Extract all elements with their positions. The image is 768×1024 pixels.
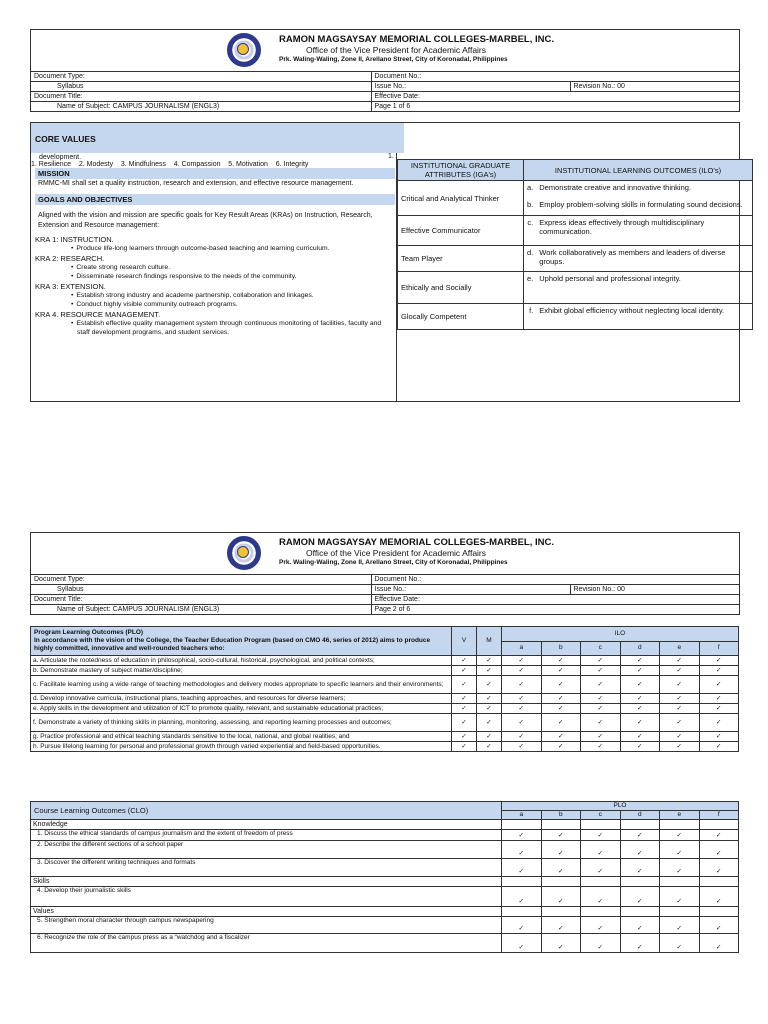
check-icon bbox=[502, 666, 542, 676]
plo-col-d: d bbox=[620, 811, 660, 820]
check-icon bbox=[699, 917, 739, 934]
kra-item bbox=[35, 272, 395, 281]
bullet-icon: • bbox=[71, 292, 74, 299]
institution-name: RAMON MAGSAYSAY MEMORIAL COLLEGES-MARBEL, INC. bbox=[279, 34, 554, 45]
ilo-col-c: c bbox=[581, 641, 621, 656]
check-icon bbox=[541, 704, 581, 714]
kra-title: KRA 2: RESEARCH. bbox=[35, 254, 105, 263]
empty-cell bbox=[541, 820, 581, 830]
doc-info-table bbox=[31, 72, 739, 111]
check-icon bbox=[541, 859, 581, 877]
core-values-bar bbox=[31, 123, 404, 153]
doc-info-table bbox=[31, 575, 739, 614]
ilo-col-d: d bbox=[620, 641, 660, 656]
check-icon bbox=[502, 676, 542, 694]
clo-text: 6. Recognize the role of the campus press as a “watchdog and a fiscalizer bbox=[31, 934, 502, 953]
check-icon bbox=[541, 830, 581, 841]
plo-group-header: PLO bbox=[502, 802, 739, 811]
ilo-text: Exhibit global efficiency without neglecting local identity. bbox=[536, 304, 752, 330]
check-icon bbox=[541, 887, 581, 907]
check-icon bbox=[660, 732, 700, 742]
check-icon bbox=[699, 666, 739, 676]
development-line: development. bbox=[39, 154, 82, 161]
page-1-body bbox=[30, 122, 743, 402]
plo-text: e. Apply skills in the development and utilization of ICT to promote quality, relevant, and sustainable educational practices; bbox=[31, 704, 452, 714]
plo-header: Program Learning Outcomes (PLO) bbox=[34, 629, 144, 636]
check-icon bbox=[620, 887, 660, 907]
check-icon bbox=[581, 887, 621, 907]
check-icon bbox=[581, 742, 621, 752]
page-number: Page 2 of 6 bbox=[371, 605, 739, 615]
clo-section-row bbox=[31, 907, 739, 917]
doc-title-label: Document Title: bbox=[31, 92, 371, 102]
doc-title-label: Document Title: bbox=[31, 595, 371, 605]
header-banner bbox=[31, 533, 739, 575]
check-icon bbox=[502, 841, 542, 859]
empty-cell bbox=[620, 820, 660, 830]
ilo-letter: e. bbox=[524, 272, 537, 304]
empty-cell bbox=[541, 907, 581, 917]
check-icon bbox=[581, 830, 621, 841]
check-icon bbox=[502, 714, 542, 732]
header-page-2 bbox=[30, 532, 740, 615]
doc-type-value: Syllabus bbox=[31, 82, 371, 92]
plo-row bbox=[31, 704, 739, 714]
empty-cell bbox=[620, 877, 660, 887]
plo-row bbox=[31, 676, 739, 694]
plo-text: g. Practice professional and ethical teaching standards sensitive to the local, national, and global realities; and bbox=[31, 732, 452, 742]
kra-item bbox=[35, 319, 395, 337]
address: Prk. Waling-Waling, Zone II, Arellano Street, City of Koronadal, Philippines bbox=[279, 559, 508, 566]
check-icon bbox=[477, 676, 502, 694]
check-icon bbox=[452, 676, 477, 694]
plo-text: b. Demonstrate mastery of subject matter/discipline; bbox=[31, 666, 452, 676]
core-values-title: CORE VALUES bbox=[35, 134, 96, 144]
clo-section-label: Skills bbox=[31, 877, 502, 887]
clo-text: 5. Strengthen moral character through campus newspapering bbox=[31, 917, 502, 934]
doc-no-label: Document No.: bbox=[371, 575, 739, 585]
check-icon bbox=[541, 841, 581, 859]
address: Prk. Waling-Waling, Zone II, Arellano Street, City of Koronadal, Philippines bbox=[279, 56, 508, 63]
check-icon bbox=[699, 887, 739, 907]
ilo-col-b: b bbox=[541, 641, 581, 656]
plo-row bbox=[31, 714, 739, 732]
college-seal-icon bbox=[227, 536, 261, 570]
effective-label: Effective Date: bbox=[371, 92, 739, 102]
check-icon bbox=[477, 714, 502, 732]
kra-item bbox=[35, 244, 395, 253]
check-icon bbox=[541, 917, 581, 934]
kra-item bbox=[35, 300, 395, 309]
iga-header: INSTITUTIONAL GRADUATE ATTRIBUTES (IGA's) bbox=[398, 160, 524, 181]
clo-row bbox=[31, 830, 739, 841]
empty-cell bbox=[660, 907, 700, 917]
check-icon bbox=[620, 714, 660, 732]
ilo-letter: b. bbox=[524, 198, 537, 216]
ilo-letter: d. bbox=[524, 246, 537, 272]
plo-intro: In accordance with the vision of the College, the Teacher Education Program (based on CMO 46, series of 2012) aims to produce highly committed, innovative and well-rounded teachers who: bbox=[34, 637, 431, 652]
mission-title: MISSION bbox=[35, 168, 395, 179]
check-icon bbox=[620, 694, 660, 704]
check-icon bbox=[699, 694, 739, 704]
plo-text: d. Develop innovative curricula, instructional plans, teaching approaches, and resources for diverse learners; bbox=[31, 694, 452, 704]
ilo-letter: f. bbox=[524, 304, 537, 330]
check-icon bbox=[620, 704, 660, 714]
check-icon bbox=[699, 704, 739, 714]
check-icon bbox=[502, 830, 542, 841]
office-name: Office of the Vice President for Academic Affairs bbox=[306, 45, 487, 55]
kra-title: KRA 4. RESOURCE MANAGEMENT. bbox=[35, 310, 161, 319]
bullet-icon: • bbox=[71, 245, 74, 252]
check-icon bbox=[452, 714, 477, 732]
check-icon bbox=[660, 676, 700, 694]
ilo-col-f: f bbox=[699, 641, 739, 656]
check-icon bbox=[620, 841, 660, 859]
check-icon bbox=[452, 666, 477, 676]
check-icon bbox=[541, 694, 581, 704]
kra-list bbox=[35, 235, 395, 337]
clo-text: 2. Describe the different sections of a school paper bbox=[31, 841, 502, 859]
check-icon bbox=[581, 676, 621, 694]
goals-title: GOALS AND OBJECTIVES bbox=[35, 194, 395, 205]
iga-attribute: Effective Communicator bbox=[398, 216, 524, 246]
check-icon bbox=[502, 887, 542, 907]
empty-cell bbox=[699, 907, 739, 917]
check-icon bbox=[620, 666, 660, 676]
v-header: V bbox=[452, 627, 477, 656]
check-icon bbox=[660, 656, 700, 666]
check-icon bbox=[452, 742, 477, 752]
plo-row bbox=[31, 694, 739, 704]
check-icon bbox=[699, 830, 739, 841]
check-icon bbox=[541, 714, 581, 732]
check-icon bbox=[477, 694, 502, 704]
doc-type-label: Document Type: bbox=[31, 72, 371, 82]
plo-row bbox=[31, 732, 739, 742]
check-icon bbox=[699, 934, 739, 953]
check-icon bbox=[699, 742, 739, 752]
iga-ilo-table bbox=[397, 159, 753, 330]
plo-row bbox=[31, 742, 739, 752]
check-icon bbox=[699, 841, 739, 859]
iga-row bbox=[398, 216, 753, 246]
check-icon bbox=[581, 732, 621, 742]
check-icon bbox=[699, 859, 739, 877]
check-icon bbox=[660, 841, 700, 859]
empty-cell bbox=[699, 877, 739, 887]
check-icon bbox=[581, 704, 621, 714]
header-banner bbox=[31, 30, 739, 72]
check-icon bbox=[541, 656, 581, 666]
empty-cell bbox=[660, 820, 700, 830]
ilo-text: Demonstrate creative and innovative thinking. bbox=[536, 181, 752, 199]
check-icon bbox=[541, 676, 581, 694]
ilo-col-a: a bbox=[502, 641, 542, 656]
check-icon bbox=[502, 732, 542, 742]
revision-label: Revision No.: 00 bbox=[570, 585, 739, 595]
plo-header-cell bbox=[31, 627, 452, 656]
check-icon bbox=[660, 859, 700, 877]
iga-row bbox=[398, 304, 753, 330]
plo-col-f: f bbox=[699, 811, 739, 820]
header-page-1 bbox=[30, 29, 740, 112]
iga-attribute: Glocally Competent bbox=[398, 304, 524, 330]
check-icon bbox=[541, 742, 581, 752]
ilo-letter: a. bbox=[524, 181, 537, 199]
issue-no-label: Issue No.: bbox=[371, 585, 570, 595]
check-icon bbox=[620, 934, 660, 953]
check-icon bbox=[620, 656, 660, 666]
plo-text: h. Pursue lifelong learning for personal and professional growth through varied experiential and field-based opportunities. bbox=[31, 742, 452, 752]
plo-row bbox=[31, 666, 739, 676]
clo-row bbox=[31, 887, 739, 907]
empty-cell bbox=[502, 877, 542, 887]
clo-row bbox=[31, 859, 739, 877]
bullet-icon: • bbox=[71, 301, 74, 308]
plo-col-c: c bbox=[581, 811, 621, 820]
clo-header: Course Learning Outcomes (CLO) bbox=[31, 802, 502, 820]
plo-row bbox=[31, 656, 739, 666]
empty-cell bbox=[502, 907, 542, 917]
kra-item bbox=[35, 291, 395, 300]
plo-text: a. Articulate the rootedness of education in philosophical, socio-cultural, historical, psychological, and political contexts; bbox=[31, 656, 452, 666]
bullet-icon: • bbox=[71, 320, 74, 327]
check-icon bbox=[477, 732, 502, 742]
ilo-letter: c. bbox=[524, 216, 537, 246]
clo-section-row bbox=[31, 877, 739, 887]
ilo-group-header: ILO bbox=[502, 627, 739, 642]
check-icon bbox=[502, 742, 542, 752]
check-icon bbox=[660, 830, 700, 841]
iga-attribute: Team Player bbox=[398, 246, 524, 272]
kra-block bbox=[35, 235, 395, 253]
issue-no-label: Issue No.: bbox=[371, 82, 570, 92]
check-icon bbox=[452, 694, 477, 704]
mission-text: RMMC-MI shall set a quality instruction, research and extension, and effective resource management. bbox=[38, 180, 354, 187]
check-icon bbox=[452, 732, 477, 742]
clo-section-row bbox=[31, 820, 739, 830]
kra-item-text: Disseminate research findings responsive to the needs of the community. bbox=[76, 273, 297, 280]
kra-block bbox=[35, 282, 395, 309]
college-seal-icon bbox=[227, 33, 261, 67]
clo-row bbox=[31, 934, 739, 953]
subject-name: Name of Subject: CAMPUS JOURNALISM (ENGL3) bbox=[31, 102, 371, 112]
check-icon bbox=[620, 917, 660, 934]
plo-table bbox=[30, 626, 739, 752]
doc-type-value: Syllabus bbox=[31, 585, 371, 595]
ilo-text: Express ideas effectively through multidisciplinary communication. bbox=[536, 216, 752, 246]
kra-block bbox=[35, 310, 395, 337]
check-icon bbox=[502, 694, 542, 704]
check-icon bbox=[477, 656, 502, 666]
iga-attribute: Critical and Analytical Thinker bbox=[398, 181, 524, 216]
iga-row bbox=[398, 246, 753, 272]
kra-item-text: Establish strong industry and academe partnership, collaboration and linkages. bbox=[76, 292, 314, 299]
empty-cell bbox=[620, 907, 660, 917]
check-icon bbox=[581, 714, 621, 732]
check-icon bbox=[452, 704, 477, 714]
ilo-text: Uphold personal and professional integrity. bbox=[536, 272, 752, 304]
doc-no-label: Document No.: bbox=[371, 72, 739, 82]
subject-name: Name of Subject: CAMPUS JOURNALISM (ENGL3) bbox=[31, 605, 371, 615]
kra-item-text: Produce life-long learners through outcome-based teaching and learning curriculum. bbox=[76, 245, 330, 252]
check-icon bbox=[620, 859, 660, 877]
check-icon bbox=[502, 656, 542, 666]
check-icon bbox=[699, 656, 739, 666]
check-icon bbox=[620, 830, 660, 841]
empty-cell bbox=[581, 907, 621, 917]
ilo-header: INSTITUTIONAL LEARNING OUTCOMES (ILO's) bbox=[524, 160, 753, 181]
ilo-text: Employ problem-solving skills in formulating sound decisions. bbox=[536, 198, 752, 216]
kra-item-text: Conduct highly visible community outreach programs. bbox=[76, 301, 238, 308]
check-icon bbox=[502, 934, 542, 953]
empty-cell bbox=[581, 820, 621, 830]
goals-intro: Aligned with the vision and mission are specific goals for Key Result Areas (KRAs) on Instruction, Research, Extension and Resource management: bbox=[38, 212, 373, 229]
check-icon bbox=[660, 742, 700, 752]
check-icon bbox=[660, 887, 700, 907]
clo-section-label: Values bbox=[31, 907, 502, 917]
check-icon bbox=[660, 934, 700, 953]
plo-col-a: a bbox=[502, 811, 542, 820]
office-name: Office of the Vice President for Academic Affairs bbox=[306, 548, 487, 558]
check-icon bbox=[502, 917, 542, 934]
check-icon bbox=[620, 742, 660, 752]
kra-item bbox=[35, 263, 395, 272]
effective-label: Effective Date: bbox=[371, 595, 739, 605]
check-icon bbox=[581, 934, 621, 953]
check-icon bbox=[581, 656, 621, 666]
bullet-icon: • bbox=[71, 264, 74, 271]
m-header: M bbox=[477, 627, 502, 656]
check-icon bbox=[660, 694, 700, 704]
check-icon bbox=[699, 714, 739, 732]
ilo-text: Work collaboratively as members and leaders of diverse groups. bbox=[536, 246, 752, 272]
check-icon bbox=[699, 676, 739, 694]
kra-block bbox=[35, 254, 395, 281]
empty-cell bbox=[699, 820, 739, 830]
check-icon bbox=[699, 732, 739, 742]
page-number: Page 1 of 6 bbox=[371, 102, 739, 112]
check-icon bbox=[477, 742, 502, 752]
kra-item-text: Create strong research culture. bbox=[76, 264, 171, 271]
check-icon bbox=[502, 704, 542, 714]
plo-text: c. Facilitate learning using a wide range of teaching methodologies and delivery modes appropriate to specific learners and their environments; bbox=[31, 676, 452, 694]
check-icon bbox=[477, 704, 502, 714]
check-icon bbox=[660, 704, 700, 714]
ilo-col-e: e bbox=[660, 641, 700, 656]
clo-text: 4. Develop their journalistic skills bbox=[31, 887, 502, 907]
check-icon bbox=[581, 841, 621, 859]
check-icon bbox=[660, 666, 700, 676]
institution-name: RAMON MAGSAYSAY MEMORIAL COLLEGES-MARBEL, INC. bbox=[279, 537, 554, 548]
clo-text: 1. Discuss the ethical standards of campus journalism and the extent of freedom of press bbox=[31, 830, 502, 841]
empty-cell bbox=[581, 877, 621, 887]
check-icon bbox=[541, 732, 581, 742]
development-number: 1. bbox=[388, 153, 394, 160]
plo-text: f. Demonstrate a variety of thinking skills in planning, monitoring, assessing, and reporting learning processes and outcomes; bbox=[31, 714, 452, 732]
empty-cell bbox=[660, 877, 700, 887]
plo-col-e: e bbox=[660, 811, 700, 820]
clo-text: 3. Discover the different writing techniques and formats bbox=[31, 859, 502, 877]
check-icon bbox=[581, 917, 621, 934]
check-icon bbox=[660, 917, 700, 934]
iga-attribute: Ethically and Socially bbox=[398, 272, 524, 304]
check-icon bbox=[581, 666, 621, 676]
clo-section-label: Knowledge bbox=[31, 820, 502, 830]
kra-title: KRA 3: EXTENSION. bbox=[35, 282, 106, 291]
check-icon bbox=[620, 732, 660, 742]
kra-title: KRA 1: INSTRUCTION. bbox=[35, 235, 114, 244]
core-values-list: 1. Resilience 2. Modesty 3. Mindfulness 4. Compassion 5. Motivation 6. Integrity bbox=[31, 161, 309, 168]
clo-row bbox=[31, 917, 739, 934]
doc-type-label: Document Type: bbox=[31, 575, 371, 585]
revision-label: Revision No.: 00 bbox=[570, 82, 739, 92]
bullet-icon: • bbox=[71, 273, 74, 280]
left-column bbox=[31, 153, 395, 338]
clo-table bbox=[30, 801, 739, 953]
check-icon bbox=[581, 859, 621, 877]
check-icon bbox=[620, 676, 660, 694]
check-icon bbox=[502, 859, 542, 877]
plo-col-b: b bbox=[541, 811, 581, 820]
iga-row bbox=[398, 181, 753, 199]
check-icon bbox=[660, 714, 700, 732]
check-icon bbox=[452, 656, 477, 666]
check-icon bbox=[541, 666, 581, 676]
clo-row bbox=[31, 841, 739, 859]
empty-cell bbox=[541, 877, 581, 887]
kra-item-text: Establish effective quality management system through continuous monitoring of facilities, faculty and staff development programs, and student services. bbox=[76, 320, 382, 336]
check-icon bbox=[581, 694, 621, 704]
check-icon bbox=[541, 934, 581, 953]
check-icon bbox=[477, 666, 502, 676]
empty-cell bbox=[502, 820, 542, 830]
iga-row bbox=[398, 272, 753, 304]
